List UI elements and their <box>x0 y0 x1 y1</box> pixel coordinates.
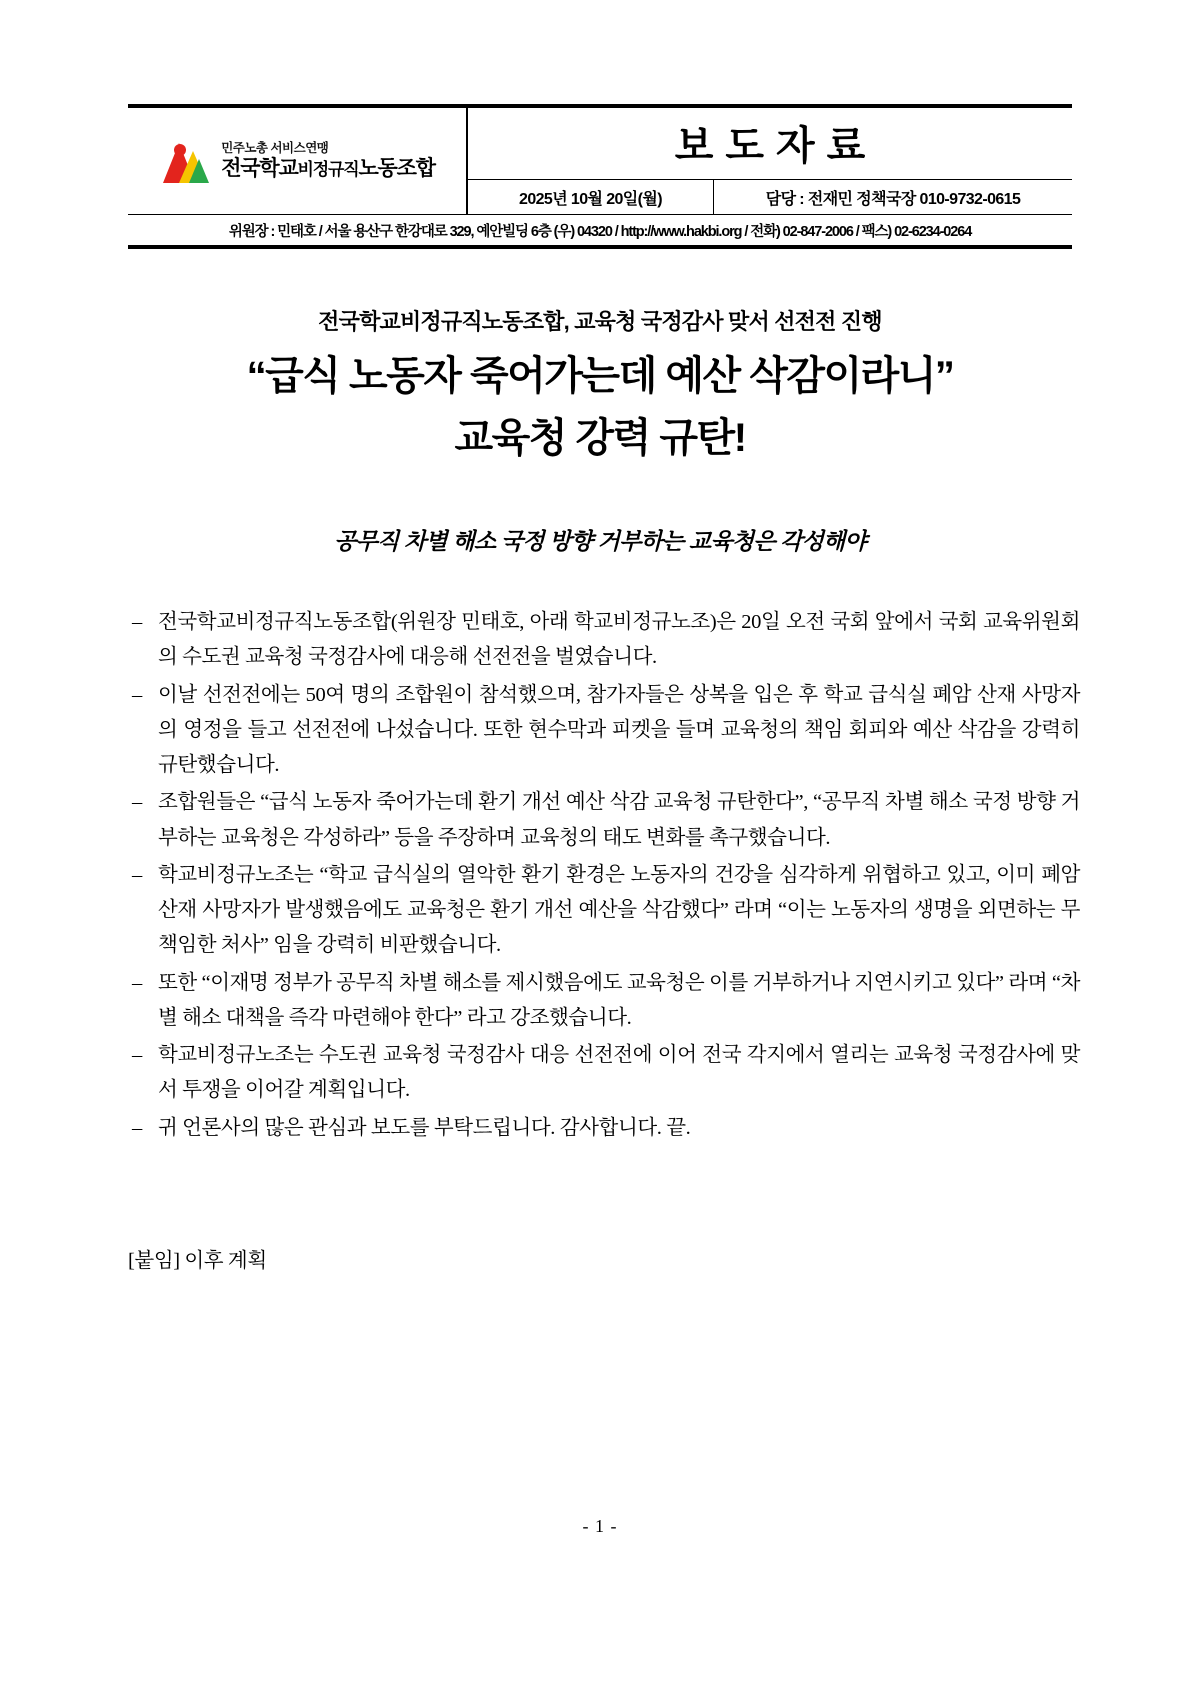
headline-line-1: “급식 노동자 죽어가는데 예산 삭감이라니” <box>246 354 954 398</box>
document-type-title <box>468 108 1072 180</box>
contact-person: 담당 : 전재민 정책국장 010-9732-0615 <box>765 190 1021 208</box>
organization-address-line: 위원장 : 민태호 / 서울 용산구 한강대로 329, 예안빌딩 6층 (우) 04320 / http://www.hakbi.org / 전화) 02-847-2006 / 팩스) 02-6234-0264 <box>228 223 972 240</box>
attachment-note: [붙임] 이후 계획 <box>128 1250 267 1272</box>
bullet-dash: – <box>132 791 142 814</box>
logo-title-part2: 비정규직 <box>297 159 359 179</box>
list-item-text: 이날 선전전에는 50여 명의 조합원이 참석했으며, 참가자들은 상복을 입은 후 학교 급식실 폐암 산재 사망자의 영정을 들고 선전전에 나섰습니다. 또한 현수막과 피켓을 들며 교육청의 책임 회피와 예산 삭감을 강력히 규탄했습니다. <box>158 683 1080 776</box>
list-item-text: 조합원들은 “급식 노동자 죽어가는데 환기 개선 예산 삭감 교육청 규탄한다”, “공무직 차별 해소 국정 방향 거부하는 교육청은 각성하라” 등을 주장하며 교육청의 태도 변화를 촉구했습니다. <box>158 791 1080 849</box>
bullet-dash: – <box>132 1044 142 1066</box>
bullet-dash: – <box>132 1116 142 1139</box>
headline-line-2: 교육청 강력 규탄! <box>454 416 746 460</box>
letterhead <box>128 104 1072 249</box>
logo-text <box>221 142 435 179</box>
bullet-dash: – <box>132 863 142 886</box>
list-item <box>128 785 1080 856</box>
list-item <box>128 858 1080 964</box>
list-item <box>128 1111 1080 1146</box>
page-number: - 1 - <box>582 1516 618 1536</box>
release-date: 2025년 10월 20일(월) <box>468 180 714 214</box>
list-item <box>128 966 1080 1037</box>
logo-title <box>221 158 435 180</box>
logo-title-part1: 전국학교 <box>221 156 298 180</box>
letterhead-right <box>468 108 1072 214</box>
bullet-dash: – <box>132 971 142 994</box>
letterhead-top-row <box>128 108 1072 215</box>
list-item <box>128 678 1080 784</box>
bullet-dash: – <box>132 611 142 633</box>
logo-title-part3: 노동조합 <box>358 156 435 180</box>
list-item <box>128 605 1080 676</box>
logo-subtitle: 민주노총 서비스연맹 <box>221 141 329 156</box>
document-type-title-text: 보도자료 <box>674 124 878 168</box>
page-title <box>0 345 1200 469</box>
body-content <box>128 605 1080 1148</box>
list-item-text: 학교비정규노조는 수도권 교육청 국정감사 대응 선전전에 이어 전국 각지에서 열리는 교육청 국정감사에 맞서 투쟁을 이어갈 계획입니다. <box>158 1044 1080 1102</box>
bullet-dash: – <box>132 683 142 706</box>
logo <box>159 137 435 185</box>
list-item-text: 또한 “이재명 정부가 공무직 차별 해소를 제시했음에도 교육청은 이를 거부하거나 지연시키고 있다” 라며 “차별 해소 대책을 즉각 마련해야 한다” 라고 강조했습니다. <box>158 971 1080 1029</box>
list-item-text: 전국학교비정규직노동조합(위원장 민태호, 아래 학교비정규노조)은 20일 오전 국회 앞에서 국회 교육위원회의 수도권 교육청 국정감사에 대응해 선전전을 벌였습니다. <box>158 611 1080 669</box>
kicker-line: 전국학교비정규직노동조합, 교육청 국정감사 맞서 선전전 진행 <box>318 309 882 334</box>
list-item <box>128 1038 1080 1109</box>
subheadline: 공무직 차별 해소 국정 방향 거부하는 교육청은 각성해야 <box>334 528 866 554</box>
list-item-text: 귀 언론사의 많은 관심과 보도를 부탁드립니다. 감사합니다. 끝. <box>158 1116 691 1139</box>
union-logo-icon <box>159 137 213 185</box>
list-item-text: 학교비정규노조는 “학교 급식실의 열악한 환기 환경은 노동자의 건강을 심각하게 위협하고 있고, 이미 폐암 산재 사망자가 발생했음에도 교육청은 환기 개선 예산을 삭감했다” 라며 “이는 노동자의 생명을 외면하는 무책임한 처사” 임을 강력히 비판했습니다. <box>158 863 1080 957</box>
organization-logo-cell <box>128 108 468 214</box>
letterhead-meta-row <box>468 180 1072 214</box>
